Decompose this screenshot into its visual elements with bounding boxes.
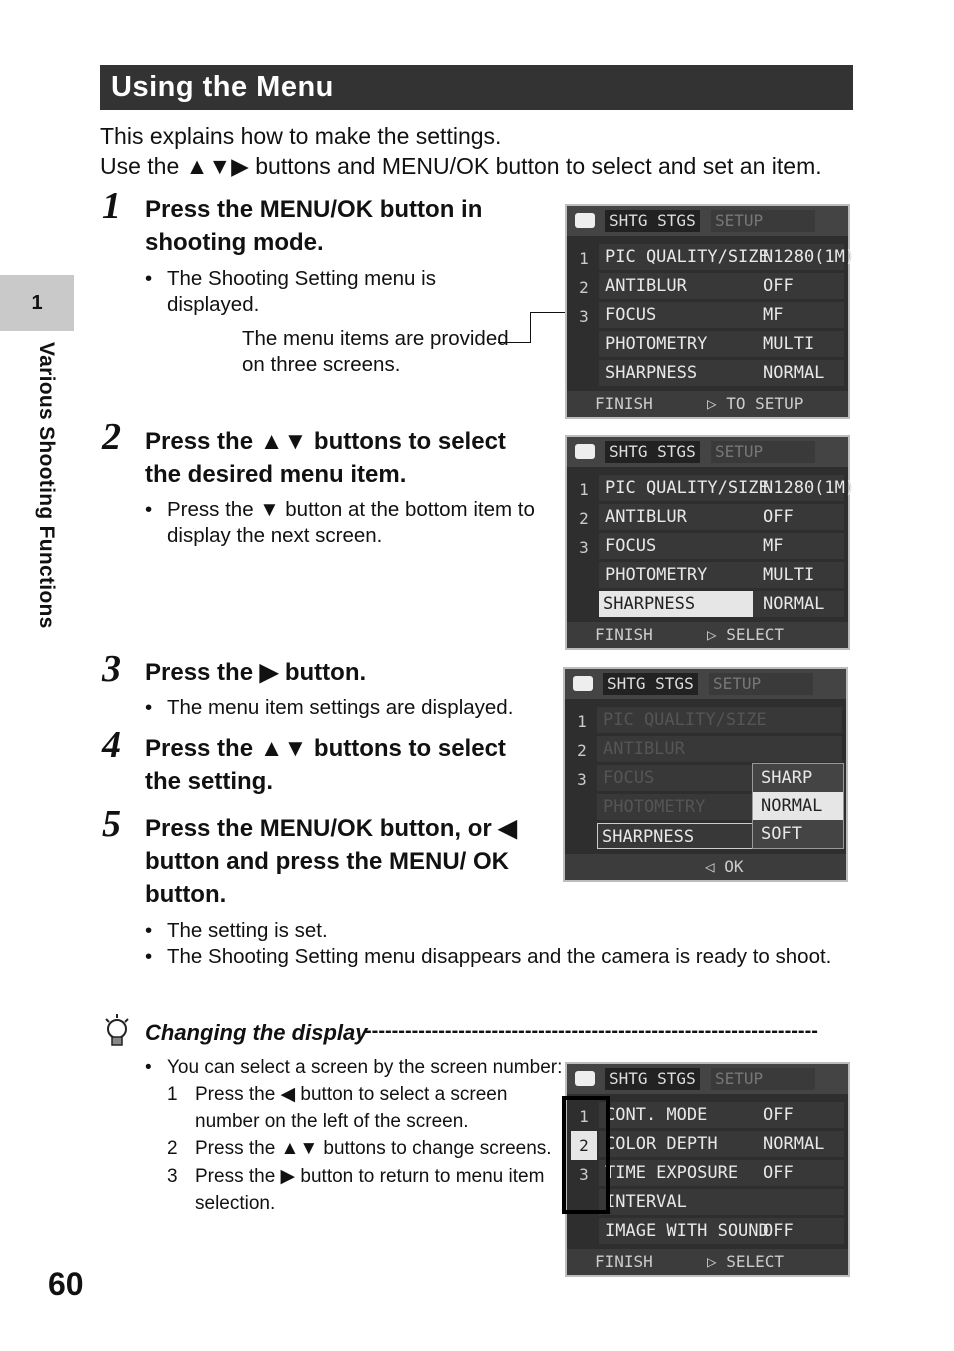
option-sharp: SHARP: [761, 768, 813, 788]
step-bullet: • The setting is set.: [145, 919, 328, 942]
chapter-tab: 1: [0, 275, 74, 331]
tab-shooting: SHTG STGS: [605, 1068, 700, 1090]
menu-row: ANTIBLUR OFF: [599, 273, 844, 299]
callout-line: [498, 342, 530, 343]
screen-number-selected: 2: [571, 1131, 597, 1160]
lightbulb-icon: [103, 1012, 131, 1048]
section-title: Using the Menu: [100, 65, 853, 110]
menu-row: ANTIBLUR OFF: [599, 504, 844, 530]
menu-row: COLOR DEPTH NORMAL: [599, 1131, 844, 1157]
tab-shooting: SHTG STGS: [605, 441, 700, 463]
screen-number: 2: [579, 278, 589, 297]
tip-item-text: Press the ▲▼ buttons to change screens.: [195, 1138, 552, 1159]
menu-row-dimmed: FOCUS: [597, 765, 842, 791]
screen-number: 2: [579, 509, 589, 528]
tip-item-text: number on the left of the screen.: [195, 1111, 469, 1132]
screen-footer: ◁ OK: [565, 854, 846, 880]
step-number: 4: [102, 724, 121, 766]
screen-footer: FINISH ▷ TO SETUP: [567, 391, 848, 417]
step-title: Press the MENU/OK button in shooting mode.: [145, 196, 483, 256]
menu-row: PHOTOMETRY MULTI: [599, 331, 844, 357]
menu-row-dimmed: PIC QUALITY/SIZE: [597, 707, 842, 733]
chapter-label: Various Shooting Functions: [35, 342, 58, 629]
screen-number: 3: [579, 1165, 589, 1184]
menu-row: CONT. MODE OFF: [599, 1102, 844, 1128]
step-title: Press the ▲▼ buttons to select the desired menu item.: [145, 428, 506, 488]
page-number: 60: [48, 1266, 84, 1302]
tip-item-text: Press the ▶ button to return to menu item: [195, 1166, 545, 1187]
callout-text: The menu items are provided on three screens.: [242, 327, 509, 376]
step-title: Press the ▲▼ buttons to select the setting.: [145, 735, 506, 795]
step-bullet: • The Shooting Setting menu disappears and the camera is ready to shoot.: [145, 945, 832, 968]
tip-item-number: 3: [167, 1166, 178, 1187]
menu-row: PIC QUALITY/SIZE N1280(1M): [599, 475, 844, 501]
tip-item-number: 1: [167, 1084, 178, 1105]
option-soft: SOFT: [761, 824, 802, 844]
screen-footer: FINISH ▷ SELECT: [567, 622, 848, 648]
option-normal-selected: NORMAL: [753, 792, 843, 820]
tip-dashes: --------------------------------------------------------------------: [365, 1020, 818, 1042]
screen-footer: FINISH ▷ SELECT: [567, 1249, 848, 1275]
menu-row-dimmed: PHOTOMETRY: [597, 794, 842, 820]
step-number: 1: [102, 185, 121, 227]
screen-number: 1: [579, 249, 589, 268]
menu-row: FOCUS MF: [599, 533, 844, 559]
menu-row: IMAGE WITH SOUND OFF: [599, 1218, 844, 1244]
tip-bullet: • You can select a screen by the screen number:: [145, 1057, 563, 1078]
menu-row: TIME EXPOSURE OFF: [599, 1160, 844, 1186]
screen-number: 1: [579, 1107, 589, 1126]
tab-shooting: SHTG STGS: [603, 673, 698, 695]
step-bullet: • Press the ▼ button at the bottom item to display the next screen.: [145, 498, 535, 547]
step-number: 5: [102, 803, 121, 845]
tip-item-text: selection.: [195, 1193, 276, 1214]
callout-line: [530, 312, 531, 343]
tip-item-number: 2: [167, 1138, 178, 1159]
screen-number: 3: [579, 307, 589, 326]
menu-row: INTERVAL: [599, 1189, 844, 1215]
screen-number: 3: [577, 770, 587, 789]
step-number: 2: [102, 416, 121, 458]
menu-row: PHOTOMETRY MULTI: [599, 562, 844, 588]
menu-row: SHARPNESS NORMAL: [599, 360, 844, 386]
screen-number: 1: [579, 480, 589, 499]
tab-shooting: SHTG STGS: [605, 210, 700, 232]
intro-line-1: This explains how to make the settings.: [100, 123, 502, 149]
camera-screen-3: [563, 667, 848, 882]
camera-screen-2: [565, 435, 856, 650]
settings-popup: [752, 763, 844, 849]
camera-icon: [575, 213, 595, 228]
menu-row: FOCUS MF: [599, 302, 844, 328]
intro-line-2: Use the ▲▼▶ buttons and MENU/OK button to select and set an item.: [100, 153, 822, 179]
step-bullet: • The Shooting Setting menu is displayed.: [145, 267, 436, 316]
step-title: Press the ▶ button.: [145, 659, 367, 686]
tab-setup: SETUP: [711, 210, 815, 232]
menu-row-selected: SHARPNESS NORMAL: [599, 591, 844, 617]
menu-row-dimmed: ANTIBLUR: [597, 736, 842, 762]
step-bullet: • The menu item settings are displayed.: [145, 696, 514, 719]
camera-icon: [575, 1071, 595, 1086]
tab-setup: SETUP: [711, 1068, 815, 1090]
step-number: 3: [102, 648, 121, 690]
tab-setup: SETUP: [711, 441, 815, 463]
screen-number: 2: [577, 741, 587, 760]
screen-number-highlight-box: [562, 1096, 610, 1214]
menu-row: PIC QUALITY/SIZE N1280(1M): [599, 244, 844, 270]
step-title: Press the MENU/OK button, or ◀ button and press the MENU/ OK button.: [145, 815, 517, 908]
tip-title: Changing the display: [145, 1020, 368, 1045]
tip-item-text: Press the ◀ button to select a screen: [195, 1084, 508, 1105]
menu-row: SHARPNESS: [597, 823, 842, 849]
screen-number: 1: [577, 712, 587, 731]
screen-number: 3: [579, 538, 589, 557]
tab-setup: SETUP: [709, 673, 813, 695]
camera-icon: [573, 676, 593, 691]
callout-line: [530, 312, 566, 313]
camera-screen-1: [565, 204, 856, 419]
camera-icon: [575, 444, 595, 459]
